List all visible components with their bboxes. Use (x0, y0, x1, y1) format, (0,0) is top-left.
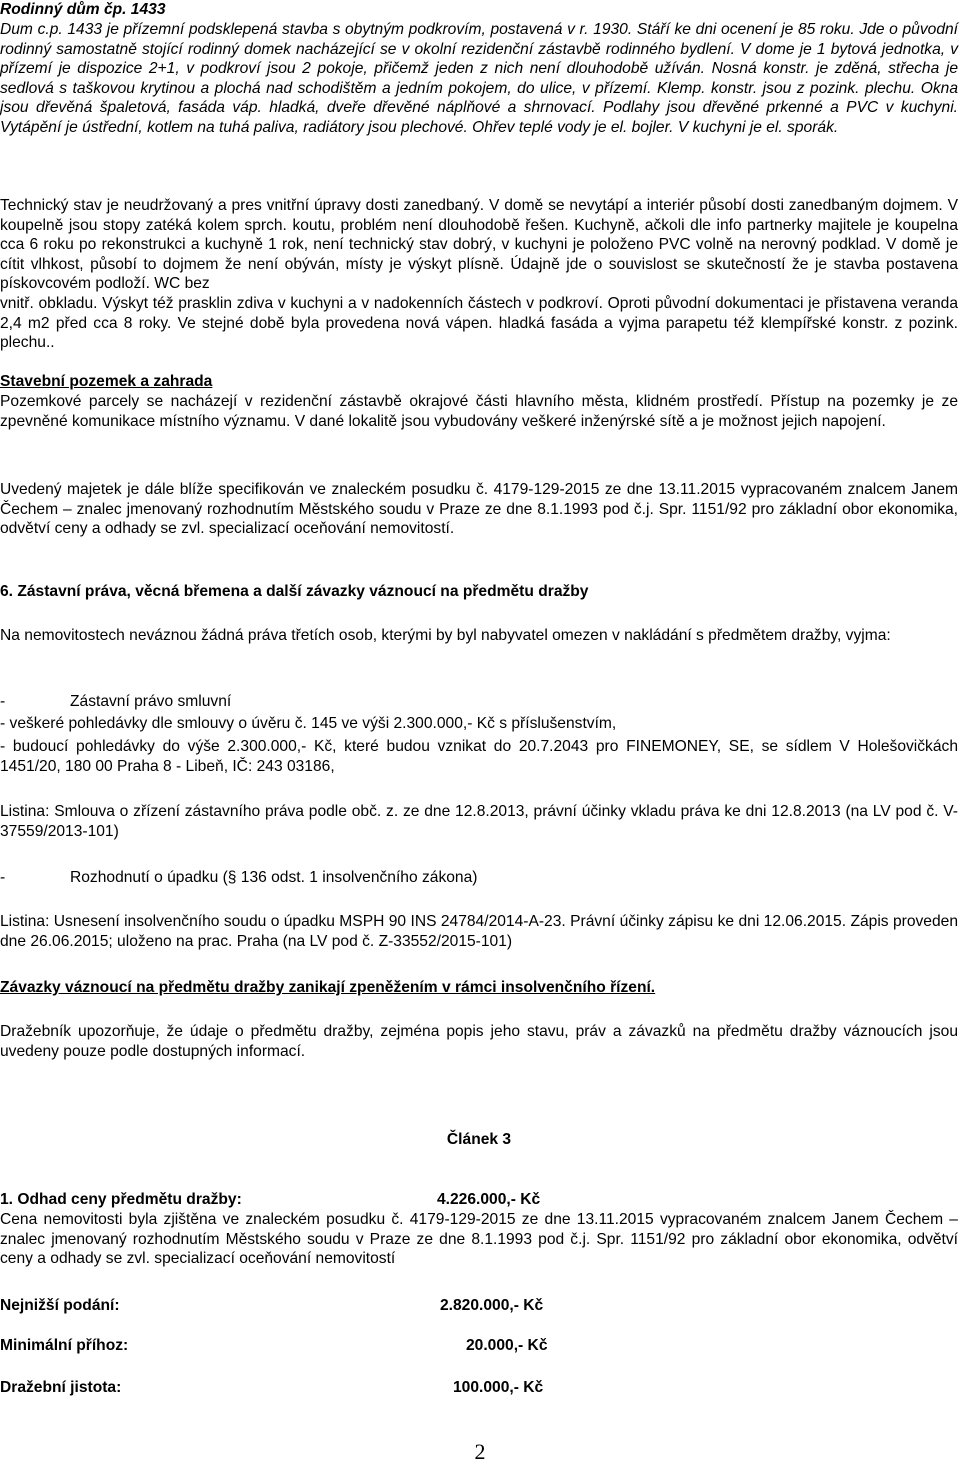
minimum-increment-label: Minimální příhoz: (0, 1337, 129, 1354)
technical-state-continued: vnitř. obkladu. Výskyt též prasklin zdiva v kuchyni a v nadokenních částech v podkroví. Oproti původní dokumentaci je přistavena veranda 2,4 m2 před cca 8 roky. Ve stejné době byla provedena nová vápen. hladká fasáda a vyjma parapetu též klempířské konstr. z pozink. plechu.. (0, 295, 958, 352)
section-6-heading: 6. Zástavní práva, věcná břemena a další závazky váznoucí na předmětu dražby (0, 583, 589, 600)
list-dash: - (0, 693, 6, 710)
house-heading: Rodinný dům čp. 1433 (0, 1, 166, 18)
estimate-text: Cena nemovitosti byla zjištěna ve znaleckém posudku č. 4179-129-2015 ze dne 13.11.2015 vypracovaném znalcem Janem Čechem – znalec jmenovaný rozhodnutím Městského soudu v Praze ze dne 8.1.1993 pod č.j. Spr. 1151/92 pro základní obor ekonomika, odvětví ceny a odhady se zvl. specializací oceňování nemovitostí (0, 1211, 958, 1268)
lowest-bid-value: 2.820.000,- Kč (440, 1297, 544, 1314)
insolvency-item (0, 868, 477, 888)
insolvency-deed: Listina: Usnesení insolvenčního soudu o úpadku MSPH 90 INS 24784/2014-A-23. Právní účinky zápisu ke dni 12.06.2015. Zápis proveden dne 26.06.2015; uloženo na prac. Praha (na LV pod č. Z-33552/2015-101) (0, 913, 958, 950)
auctioneer-notice: Dražebník upozorňuje, že údaje o předmětu dražby, zejména popis jeho stavu, práv a závazků na předmětu dražby váznoucích jsou uvedeny pouze podle dostupných informací. (0, 1023, 958, 1060)
estimate-label: 1. Odhad ceny předmětu dražby: (0, 1191, 242, 1208)
estimate-value: 4.226.000,- Kč (437, 1191, 541, 1208)
page-number: 2 (474, 1439, 486, 1464)
house-description: Dum c.p. 1433 je přízemní podsklepená stavba s obytným podkrovím, postavená v r. 1930. Stáří ke dni ocenení je 85 roku. Jde o původní rodinný samostatně stojící rodinný domek nacházející se v okolní rezidenční zástavbě rodinného bydlení. V dome je 1 bytová jednotka, v přízemí je dispozice 2+1, v podkroví jsou 2 pokoje, přičemž jeden z nich není dlouhodobě užíván. Nosná konstr. je zděná, střecha je sedlová s taškovou krytinou a plochá nad schodištěm a jedním pokojem, do ulice, v přízemí. Klemp. konstr. jsou z pozink. plechu. Okna jsou dřevěná špaletová, fasáda váp. hladká, dveře dřevěné náplňové a shrnovací. Podlahy jsou dřevěné prkenné a PVC v kuchyni. Vytápění je ústřední, kotlem na tuhá paliva, radiátory jsou plechové. Ohřev teplé vody je el. bojler. V kuchyni je el. sporák. (0, 21, 958, 136)
insolvency-item-title: Rozhodnutí o úpadku (§ 136 odst. 1 insolvenčního zákona) (70, 869, 478, 886)
land-paragraph: Pozemkové parcely se nacházejí v rezidenční zástavbě okrajové části hlavního města, klidném prostředí. Přístup na pozemky je ze zpevněné komunikace místního významu. V dané lokalitě jsou vybudovány veškeré inženýrské sítě a je možnost jejich napojení. (0, 393, 958, 430)
auction-deposit-label: Dražební jistota: (0, 1379, 122, 1396)
pledge-detail-1: - veškeré pohledávky dle smlouvy o úvěru č. 145 ve výši 2.300.000,- Kč s příslušenstvím, (0, 715, 617, 732)
lowest-bid-label: Nejnižší podání: (0, 1297, 120, 1314)
list-dash: - (0, 869, 6, 886)
obligations-statement: Závazky váznoucí na předmětu dražby zanikají zpeněžením v rámci insolvenčního řízení. (0, 979, 656, 996)
pledge-deed: Listina: Smlouva o zřízení zástavního práva podle obč. z. ze dne 12.8.2013, právní účinky vkladu práva ke dni 12.8.2013 (na LV pod č. V-37559/2013-101) (0, 803, 958, 840)
encumbrance-intro: Na nemovitostech neváznou žádná práva třetích osob, kterými by byl nabyvatel omezen v nakládání s předmětem dražby, vyjma: (0, 627, 891, 644)
auction-deposit-value: 100.000,- Kč (453, 1379, 544, 1396)
pledge-detail-2: - budoucí pohledávky do výše 2.300.000,- Kč, které budou vznikat do 20.7.2043 pro FINEMONEY, SE, se sídlem V Holešovičkách 1451/20, 180 00 Praha 8 - Libeň, IČ: 243 03186, (0, 738, 958, 775)
technical-state-paragraph: Technický stav je neudržovaný a pres vnitřní úpravy dosti zanedbaný. V domě se nevytápí a interiér působí dosti zanedbaným dojmem. V koupelně jsou stopy zatéká kolem sprch. koutu, problém není dlouhodobě řešen. Kuchyně, ačkoli dle info partnerky majitele je koupelna cca 6 roku po rekonstrukci a kuchyně 1 rok, není technický stav dobrý, v kuchyni je položeno PVC volně na nerovný podklad. V domě je cítit vlhkost, působí to dojmem že není obýván, místy je výskyt plísně. Údajně jde o souvislost se skutečností že je stavba postavena pískovcovém podloží. WC bez (0, 197, 958, 293)
land-heading: Stavební pozemek a zahrada (0, 373, 213, 390)
expert-report-paragraph: Uvedený majetek je dále blíže specifikován ve znaleckém posudku č. 4179-129-2015 ze dne 13.11.2015 vypracovaném znalcem Janem Čechem – znalec jmenovaný rozhodnutím Městského soudu v Praze ze dne 8.1.1993 pod č.j. Spr. 1151/92 pro základní obor ekonomika, odvětví ceny a odhady se zvl. specializací oceňování nemovitostí. (0, 481, 958, 538)
pledge-item-title: Zástavní právo smluvní (70, 693, 232, 710)
minimum-increment-value: 20.000,- Kč (466, 1337, 548, 1354)
pledge-item (0, 692, 231, 712)
article-3-heading: Článek 3 (446, 1131, 512, 1148)
